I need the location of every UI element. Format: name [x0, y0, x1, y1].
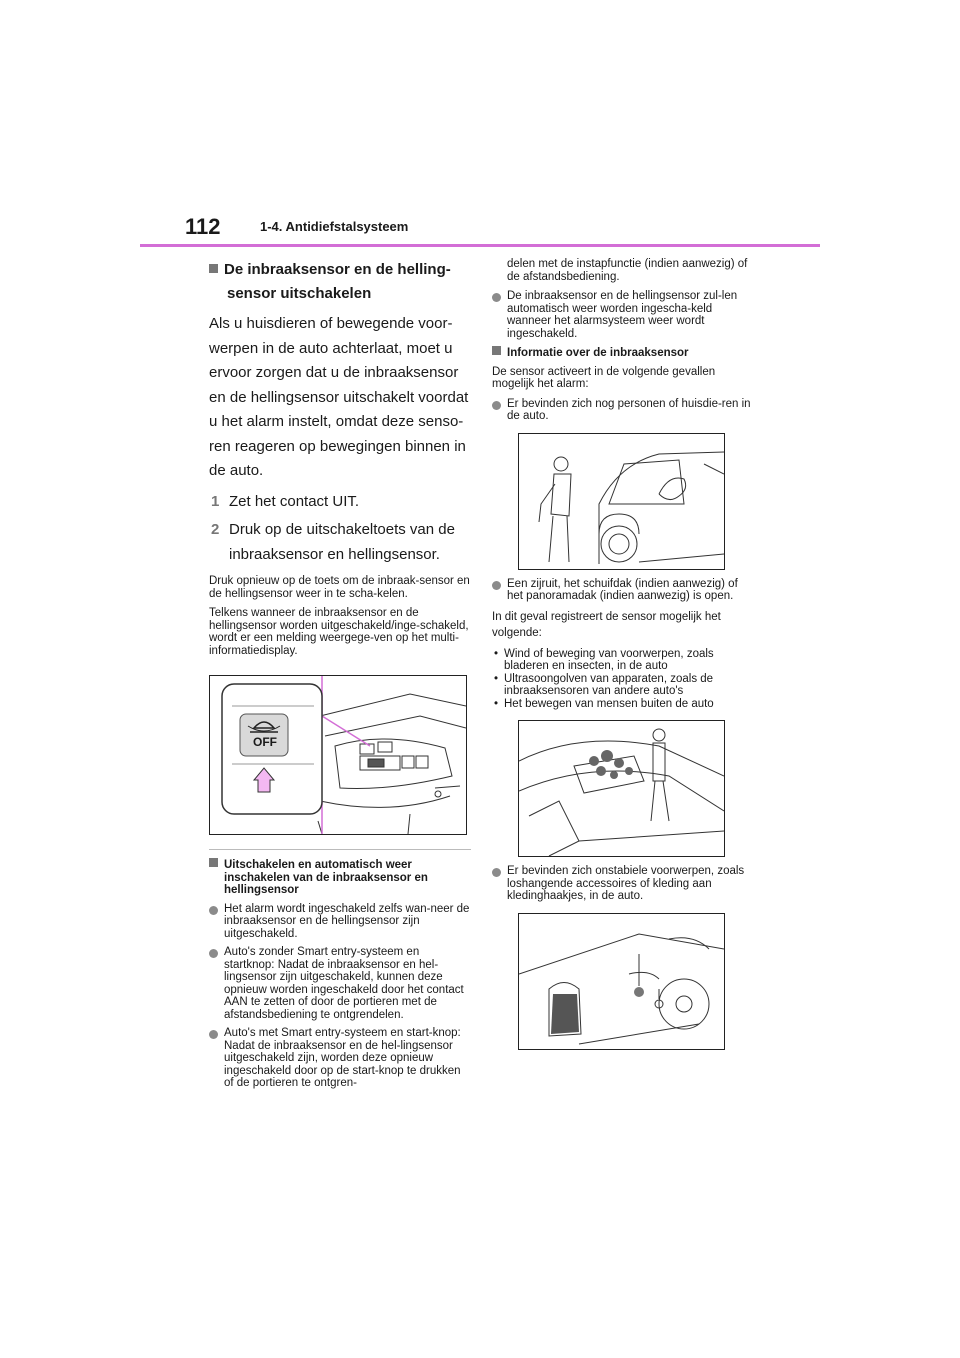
step-text: Zet het contact UIT.	[229, 492, 360, 510]
step-number: 1	[211, 492, 220, 510]
subheading	[209, 858, 471, 897]
subheading-text: Informatie over de inbraaksensor	[507, 347, 689, 359]
section-heading	[209, 258, 471, 306]
step-number: 2	[211, 521, 220, 538]
person-pet-illustration	[519, 434, 724, 569]
list-item: • Ultrasoongolven van apparaten, zoals de inbraaksensoren van andere auto's	[492, 673, 754, 698]
bullet-icon	[209, 949, 218, 958]
section-heading-text: De inbraaksensor en de helling-sensor uitschakelen	[224, 261, 451, 302]
bullet-text: Het alarm wordt ingeschakeld zelfs wan-neer de inbraaksensor en de hellingsensor zijn uitgeschakeld.	[224, 902, 470, 940]
off-label: OFF	[253, 735, 277, 749]
bullet-icon	[492, 401, 501, 410]
right-column	[492, 258, 754, 1050]
bullet-text: De inbraaksensor en de hellingsensor zul-len automatisch weer worden ingescha-keld wanneer het alarmsysteem weer wordt ingeschakeld.	[507, 290, 738, 340]
bullet-item	[209, 1027, 471, 1090]
square-marker-icon	[492, 346, 501, 355]
subheading-text: Uitschakelen en automatisch weer inschakelen van de inbraaksensor en hellingsensor	[224, 859, 428, 896]
overhead-console-figure	[209, 675, 467, 835]
bullet-item	[492, 578, 754, 603]
header-rule	[140, 244, 820, 247]
divider	[209, 849, 471, 850]
bullet-item	[209, 946, 471, 1021]
bullet-text: Er bevinden zich onstabiele voorwerpen, zoals loshangende accessoires of kleding aan kledinghaakjes, in de auto.	[507, 865, 745, 902]
step-text: Druk op de uitschakeltoets van de inbraaksensor en hellingsensor.	[229, 521, 455, 563]
list-item: • Wind of beweging van voorwerpen, zoals bladeren en insecten, in de auto	[492, 648, 754, 673]
bullet-text: Er bevinden zich nog personen of huisdie-ren in de auto.	[507, 397, 751, 422]
bullet-icon	[209, 1030, 218, 1039]
hanging-items-figure	[518, 913, 725, 1050]
bullet-icon	[492, 293, 501, 302]
person-pet-figure	[518, 433, 725, 570]
step-1	[209, 490, 471, 515]
square-marker-icon	[209, 858, 218, 867]
roof-leaves-figure	[518, 720, 725, 857]
note-paragraph: Telkens wanneer de inbraaksensor en de hellingsensor worden uitgeschakeld/inge-schakeld, wordt er een melding weergege-ven op het multi-informatiedisplay.	[209, 607, 469, 657]
intro-paragraph: De sensor activeert in de volgende gevallen mogelijk het alarm:	[492, 365, 716, 390]
square-marker-icon	[209, 264, 218, 273]
case-intro: In dit geval registreert de sensor mogelijk het volgende:	[492, 610, 721, 639]
bullet-text: Auto's met Smart entry-systeem en start-knop: Nadat de inbraaksensor en de hel-lingsensor uitgeschakeld zijn, worden deze opnieuw ingeschakeld door op de start-knop te drukken of de portieren te ontgren-	[224, 1027, 461, 1089]
bullet-icon	[209, 906, 218, 915]
bullet-item	[492, 290, 754, 340]
bullet-item	[209, 903, 471, 941]
roof-leaves-illustration	[519, 721, 724, 856]
bullet-text: Auto's zonder Smart entry-systeem en startknop: Nadat de inbraaksensor en hel-lingsensor zijn uitgeschakeld, kunnen deze opnieuw worden ingeschakeld door het contact AAN te zetten of door de portieren met de afstandsbediening te ontgrendelen.	[224, 946, 464, 1021]
bullet-icon	[492, 581, 501, 590]
left-column	[209, 258, 471, 1096]
bullet-text: Een zijruit, het schuifdak (indien aanwezig) of het panoramadak (indien aanwezig) is open.	[507, 577, 738, 602]
bullet-icon	[492, 868, 501, 877]
subheading	[492, 346, 754, 360]
step-2	[209, 518, 471, 567]
list-item: • Het bewegen van mensen buiten de auto	[492, 698, 754, 711]
note-paragraph: Druk opnieuw op de toets om de inbraak-sensor en de hellingsensor weer in te scha-kelen.	[209, 575, 470, 600]
intro-paragraph: Als u huisdieren of bewegende voor-werpen in de auto achterlaat, moet u ervoor zorgen dat u de inbraaksensor en de hellingsensor uitschakelt voordat u het alarm instelt, omdat deze senso-ren reageren op bewegingen binnen in de auto.	[209, 315, 469, 479]
section-title: 1-4. Antidiefstalsysteem	[260, 219, 409, 234]
case-list	[492, 648, 754, 711]
bullet-item	[492, 398, 754, 423]
bullet-item	[492, 865, 754, 903]
hanging-items-illustration	[519, 914, 724, 1049]
page-number: 112	[185, 214, 221, 239]
continuation-text: delen met de instapfunctie (indien aanwezig) of de afstandsbediening.	[507, 258, 748, 283]
overhead-console-illustration	[210, 676, 466, 834]
